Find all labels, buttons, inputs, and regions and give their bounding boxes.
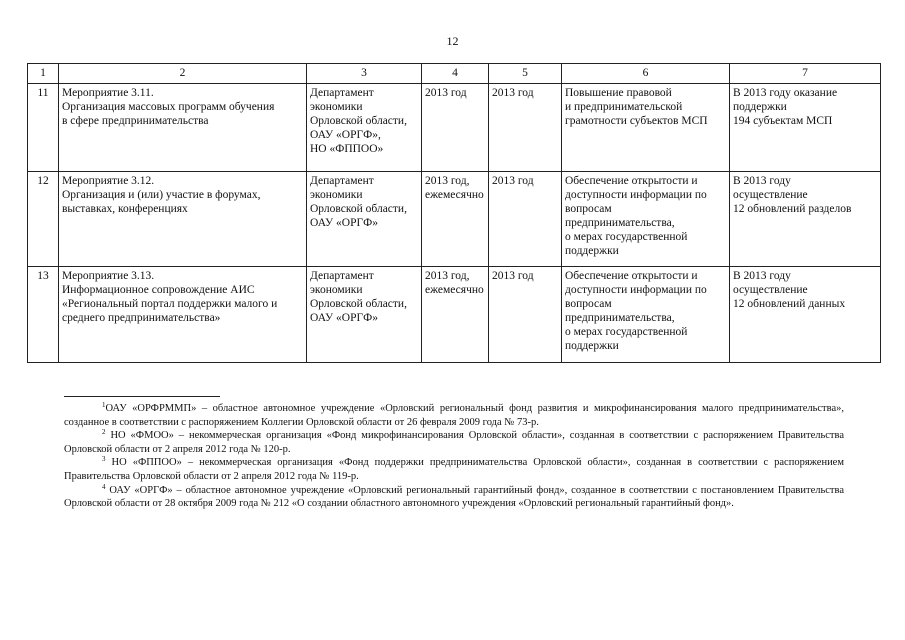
cell-line: вопросам — [565, 298, 612, 310]
cell-line: Обеспечение открытости и — [565, 175, 698, 187]
footnote-mark: 3 — [102, 455, 106, 464]
cell-line: ежемесячно — [425, 284, 484, 296]
cell-line: 2013 год, — [425, 270, 470, 282]
footnote-text: ОАУ «ОРГФ» – областное автономное учреждение «Орловский региональный гарантийный фонд», созданное в соответствии с постановлением Правительства Орловской области от 28 октября 2009 года № 212 «О создании областного автономного учреждения «Орловский региональный гарантийный фонд». — [64, 484, 844, 510]
cell-line: грамотности субъектов МСП — [565, 115, 708, 127]
cell-line: предпринимательства, — [565, 217, 675, 229]
footnote — [64, 484, 844, 511]
cell-line: Департамент — [310, 270, 374, 282]
footnote-mark: 2 — [102, 428, 106, 437]
cell-line: Департамент — [310, 175, 374, 187]
cell-line: в сфере предпринимательства — [62, 115, 209, 127]
column-header: 2 — [59, 64, 307, 84]
cell-line: осуществление — [733, 189, 808, 201]
cell-line: 2013 год, — [425, 175, 470, 187]
row-number: 12 — [28, 172, 59, 267]
column-header: 4 — [422, 64, 489, 84]
measure-cell — [59, 84, 307, 172]
cell-line: В 2013 году — [733, 175, 791, 187]
footnote-text: ОАУ «ОРФРММП» – областное автономное учреждение «Орловский региональный фонд развития и микрофинансирования малого предпринимательства», созданное в соответствии с распоряжением Коллегии Орловской области от 26 февраля 2009 года № 73-р. — [64, 403, 844, 428]
column-header: 3 — [307, 64, 422, 84]
cell-line: Орловской области, — [310, 298, 407, 310]
cell-line: ОАУ «ОРГФ», — [310, 129, 381, 141]
page-number: 12 — [446, 34, 459, 48]
cell-line: НО «ФППОО» — [310, 143, 384, 155]
cell-line: Обеспечение открытости и — [565, 270, 698, 282]
result-cell — [730, 84, 881, 172]
period-cell — [422, 172, 489, 267]
cell-line: В 2013 году оказание — [733, 87, 838, 99]
footnote-mark: 4 — [102, 482, 106, 491]
cell-line: 194 субъектам МСП — [733, 115, 833, 127]
cell-line: Орловской области, — [310, 203, 407, 215]
goal-cell — [562, 172, 730, 267]
cell-line: Организация и (или) участие в форумах, — [62, 189, 261, 201]
executor-cell — [307, 84, 422, 172]
cell-line: доступности информации по — [565, 189, 707, 201]
cell-line: Мероприятие 3.11. — [62, 87, 154, 99]
financing-cell — [489, 267, 562, 363]
footnote-separator — [64, 396, 220, 397]
column-header: 5 — [489, 64, 562, 84]
result-cell — [730, 172, 881, 267]
cell-line: поддержки — [565, 340, 619, 352]
cell-line: 2013 год — [492, 175, 534, 187]
cell-line: и предпринимательской — [565, 101, 683, 113]
table-row — [28, 172, 881, 267]
period-cell — [422, 267, 489, 363]
cell-line: вопросам — [565, 203, 612, 215]
cell-line: В 2013 году — [733, 270, 791, 282]
column-header: 6 — [562, 64, 730, 84]
column-header: 7 — [730, 64, 881, 84]
goal-cell — [562, 267, 730, 363]
cell-line: Повышение правовой — [565, 87, 672, 99]
column-header: 1 — [28, 64, 59, 84]
footnote-text: НО «ФМОО» – некоммерческая организация «Фонд микрофинансирования Орловской области», созданная в соответствии с распоряжением Правительства Орловской области от 2 апреля 2012 года № 120-р. — [64, 430, 844, 455]
measure-cell — [59, 267, 307, 363]
cell-line: экономики — [310, 284, 363, 296]
table-row — [28, 267, 881, 363]
footnote — [64, 429, 844, 456]
cell-line: 2013 год — [492, 87, 534, 99]
cell-line: ежемесячно — [425, 189, 484, 201]
cell-line: Мероприятие 3.12. — [62, 175, 155, 187]
cell-line: выставках, конференциях — [62, 203, 188, 215]
financing-cell — [489, 84, 562, 172]
result-cell — [730, 267, 881, 363]
cell-line: 2013 год — [425, 87, 467, 99]
cell-line: 2013 год — [492, 270, 534, 282]
cell-line: о мерах государственной — [565, 231, 688, 243]
row-number: 11 — [28, 84, 59, 172]
cell-line: Информационное сопровождение АИС — [62, 284, 255, 296]
cell-line: доступности информации по — [565, 284, 707, 296]
footnote-mark: 1 — [102, 401, 106, 409]
cell-line: о мерах государственной — [565, 326, 688, 338]
cell-line: экономики — [310, 189, 363, 201]
period-cell — [422, 84, 489, 172]
cell-line: Мероприятие 3.13. — [62, 270, 155, 282]
cell-line: поддержки — [565, 245, 619, 257]
financing-cell — [489, 172, 562, 267]
cell-line: среднего предпринимательства» — [62, 312, 221, 324]
cell-line: ОАУ «ОРГФ» — [310, 312, 378, 324]
cell-line: предпринимательства, — [565, 312, 675, 324]
cell-line: осуществление — [733, 284, 808, 296]
cell-line: Организация массовых программ обучения — [62, 101, 275, 113]
footnotes — [64, 402, 844, 511]
cell-line: экономики — [310, 101, 363, 113]
footnote-text: НО «ФППОО» – некоммерческая организация «Фонд поддержки предпринимательства Орловской области», созданная в соответствии с распоряжением Правительства Орловской области от 2 апреля 2012 года № 119-р. — [64, 457, 844, 482]
table-row — [28, 84, 881, 172]
footnote — [64, 456, 844, 483]
cell-line: 12 обновлений разделов — [733, 203, 852, 215]
cell-line: Департамент — [310, 87, 374, 99]
row-number: 13 — [28, 267, 59, 363]
goal-cell — [562, 84, 730, 172]
executor-cell — [307, 172, 422, 267]
cell-line: ОАУ «ОРГФ» — [310, 217, 378, 229]
executor-cell — [307, 267, 422, 363]
cell-line: поддержки — [733, 101, 787, 113]
footnote — [64, 402, 844, 429]
table-header-row — [28, 64, 881, 84]
cell-line: 12 обновлений данных — [733, 298, 846, 310]
cell-line: «Региональный портал поддержки малого и — [62, 298, 278, 310]
measures-table — [27, 63, 881, 363]
cell-line: Орловской области, — [310, 115, 407, 127]
measure-cell — [59, 172, 307, 267]
